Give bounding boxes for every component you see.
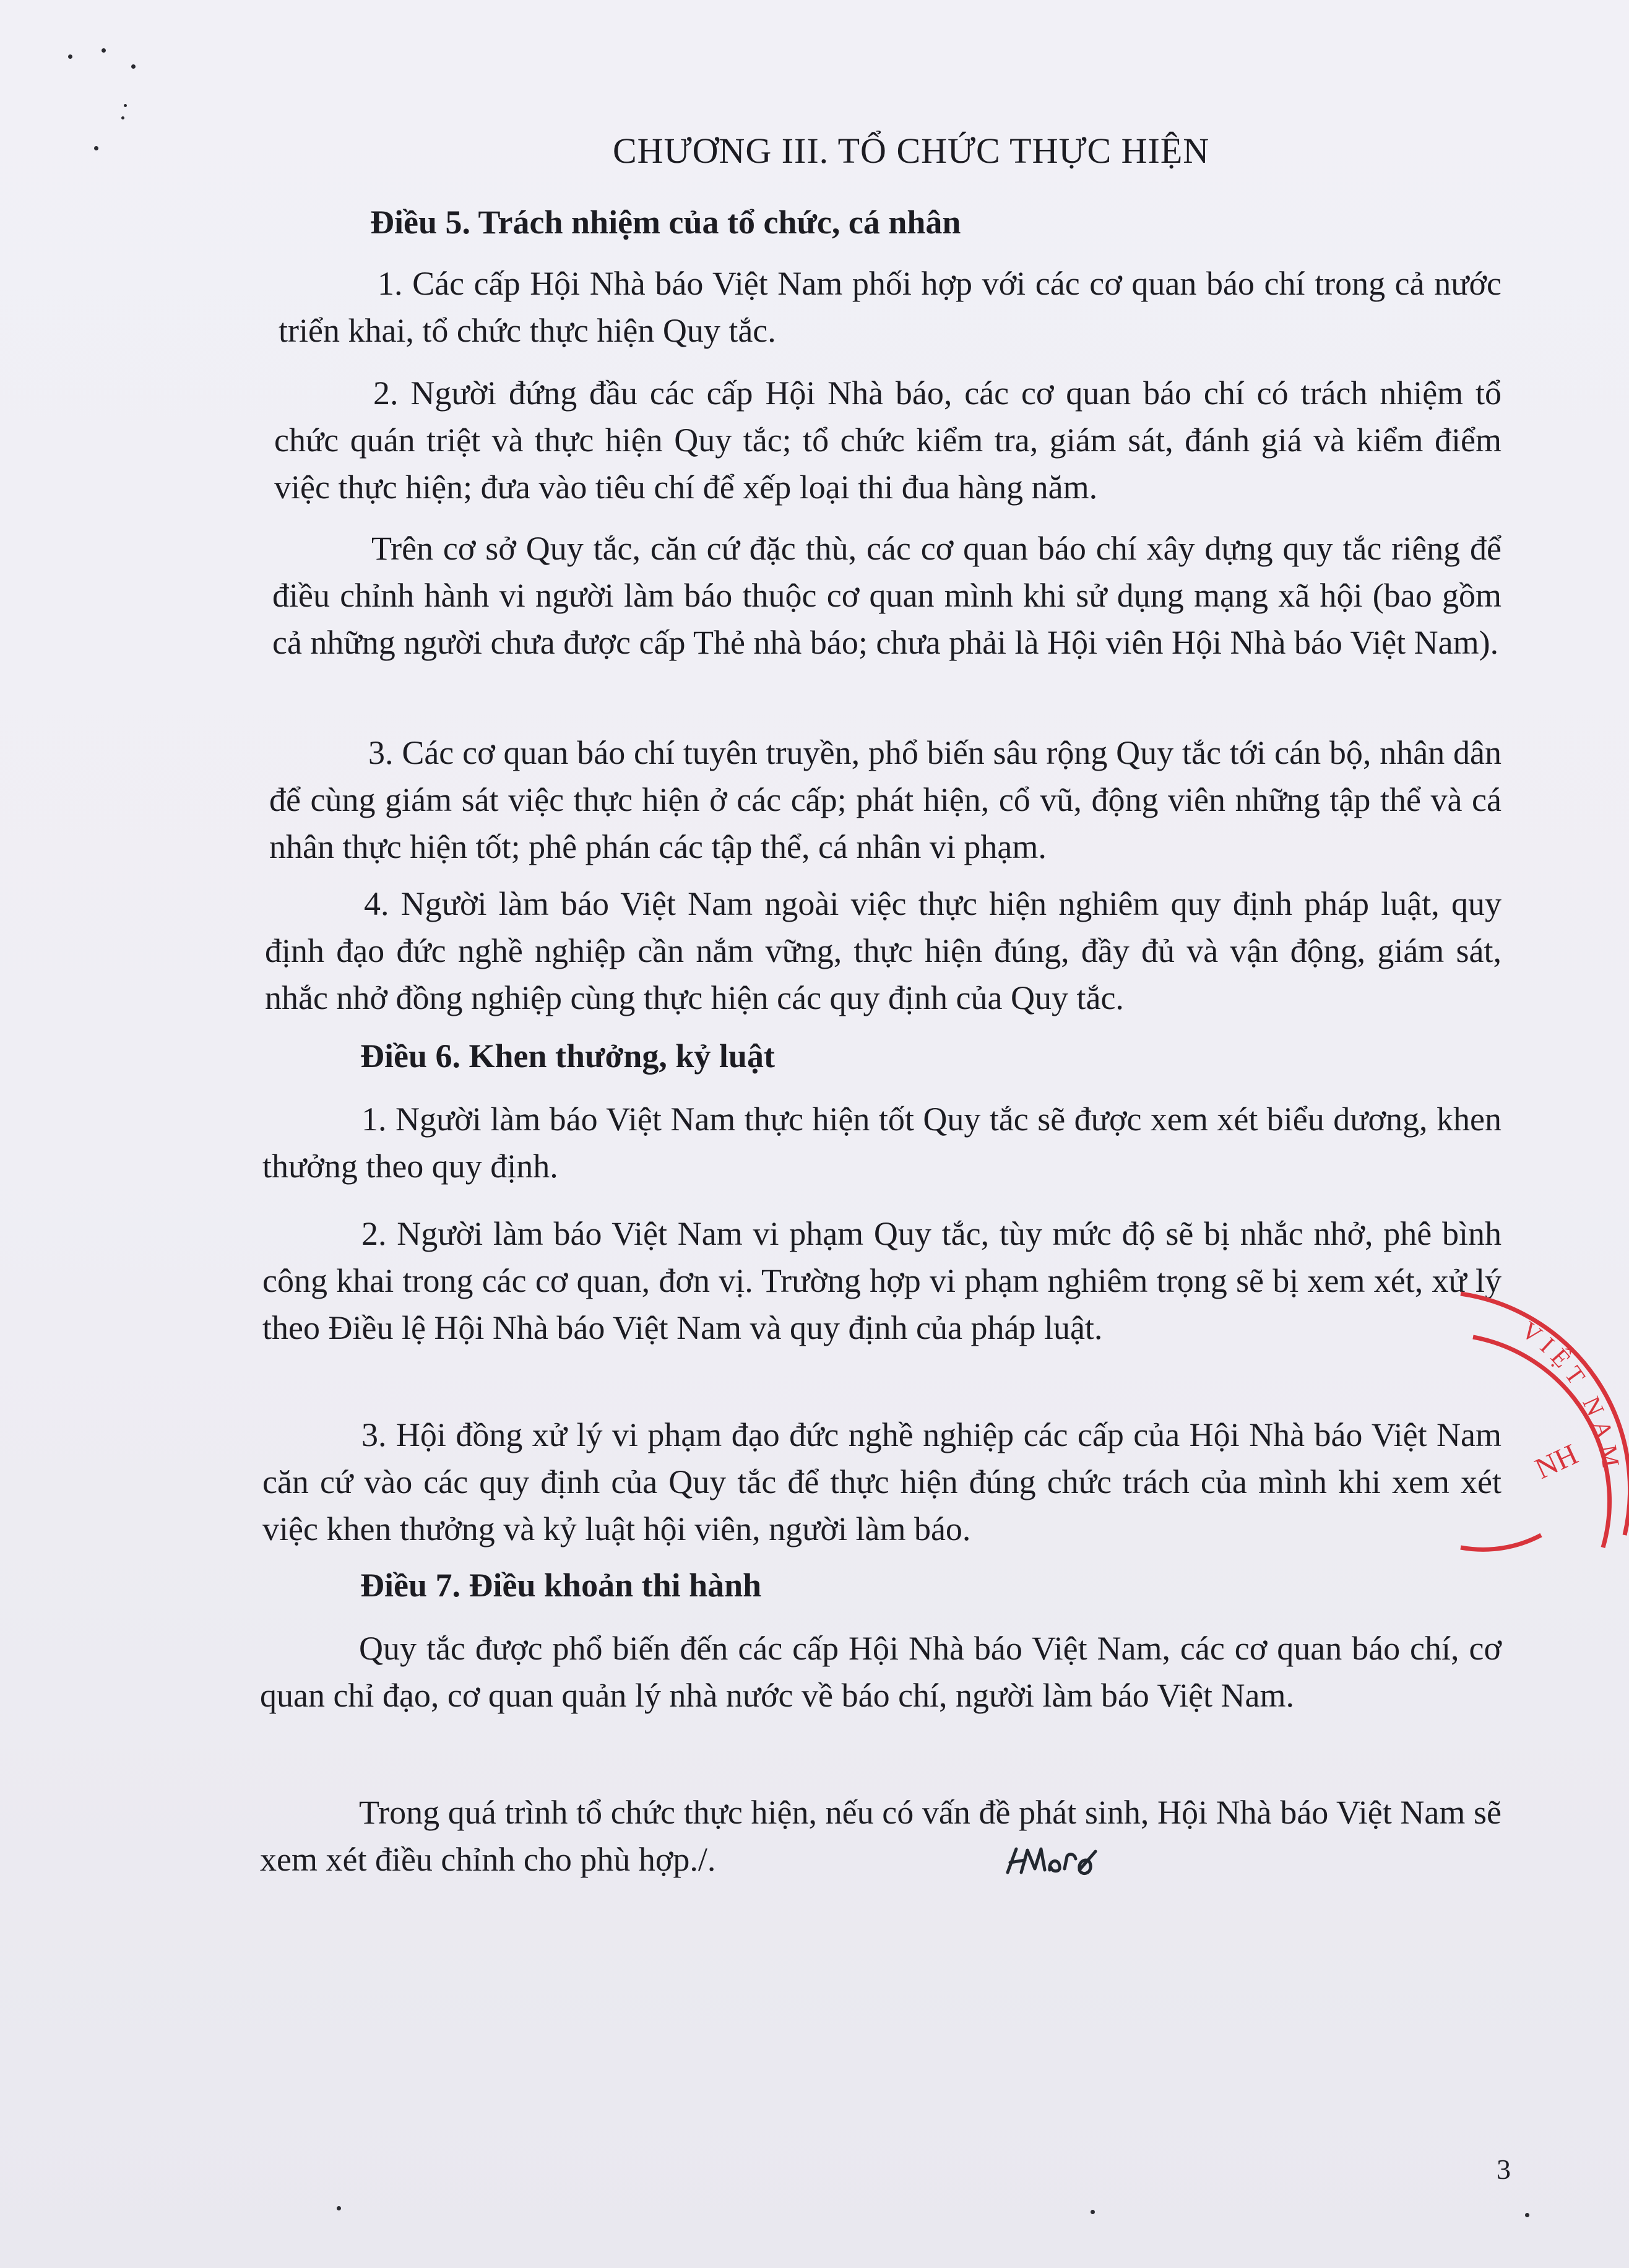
signature: [1003, 1842, 1102, 1879]
scan-speck: [131, 64, 136, 69]
article-5-paragraph-2: 2. Người đứng đầu các cấp Hội Nhà báo, các cơ quan báo chí có trách nhiệm tổ chức quán triệt và thực hiện Quy tắc; tổ chức kiểm tra, giám sát, đánh giá và kiểm điểm việc thực hiện; đưa vào tiêu chí để xếp loại thi đua hàng năm.: [274, 374, 1502, 506]
scan-speck: [124, 104, 127, 107]
scan-speck: [1091, 2210, 1095, 2214]
article-6-paragraph-3: 3. Hội đồng xử lý vi phạm đạo đức nghề nghiệp các cấp của Hội Nhà báo Việt Nam căn cứ vào các quy định của Quy tắc để thực hiện đúng chức trách của mình khi xem xét việc khen thưởng và kỷ luật hội viên, người làm báo.: [262, 1416, 1502, 1547]
scan-speck: [337, 2206, 341, 2210]
article-5-paragraph-1: 1. Các cấp Hội Nhà báo Việt Nam phối hợp với các cơ quan báo chí trong cả nước triển khai, tổ chức thực hiện Quy tắc.: [279, 265, 1502, 349]
article-6-paragraph-1: 1. Người làm báo Việt Nam thực hiện tốt Quy tắc sẽ được xem xét biểu dương, khen thưởng theo quy định.: [262, 1101, 1502, 1185]
article-7-paragraph-2: Trong quá trình tổ chức thực hiện, nếu có vấn đề phát sinh, Hội Nhà báo Việt Nam sẽ xem xét điều chỉnh cho phù hợp./.: [260, 1794, 1502, 1878]
article-5-heading: Điều 5. Trách nhiệm của tổ chức, cá nhân: [370, 204, 961, 241]
chapter-title: CHƯƠNG III. TỔ CHỨC THỰC HIỆN: [613, 131, 1210, 171]
article-7-heading: Điều 7. Điều khoản thi hành: [360, 1567, 762, 1604]
article-5-paragraph-3: Trên cơ sở Quy tắc, căn cứ đặc thù, các cơ quan báo chí xây dựng quy tắc riêng để điều chỉnh hành vi người làm báo thuộc cơ quan mình khi sử dụng mạng xã hội (bao gồm cả những người chưa được cấp Thẻ nhà báo; chưa phải là Hội viên Hội Nhà báo Việt Nam).: [272, 530, 1502, 661]
scan-speck: [102, 48, 106, 53]
stamp-fragment: NH: [1530, 1437, 1583, 1486]
article-5-paragraph-4: 3. Các cơ quan báo chí tuyên truyền, phổ biến sâu rộng Quy tắc tới cán bộ, nhân dân để cùng giám sát việc thực hiện ở các cấp; phát hiện, cổ vũ, động viên những tập thể và cá nhân thực hiện tốt; phê phán các tập thể, cá nhân vi phạm.: [269, 734, 1502, 865]
article-7-paragraph-1: Quy tắc được phổ biến đến các cấp Hội Nhà báo Việt Nam, các cơ quan báo chí, cơ quan chỉ đạo, cơ quan quản lý nhà nước về báo chí, người làm báo Việt Nam.: [260, 1630, 1502, 1714]
scan-speck: [121, 116, 124, 119]
article-6-heading: Điều 6. Khen thưởng, kỷ luật: [360, 1037, 775, 1075]
stamp-seal: [1448, 1275, 1629, 1572]
scan-speck: [68, 54, 72, 59]
page-number: 3: [1497, 2153, 1511, 2185]
scan-speck: [94, 146, 98, 150]
scan-speck: [1525, 2213, 1529, 2217]
stamp-text: VIỆT NAM: [1516, 1315, 1627, 1476]
article-5-paragraph-5: 4. Người làm báo Việt Nam ngoài việc thực hiện nghiêm quy định pháp luật, quy định đạo đức nghề nghiệp cần nắm vững, thực hiện đúng, đầy đủ và vận động, giám sát, nhắc nhở đồng nghiệp cùng thực hiện các quy định của Quy tắc.: [265, 885, 1502, 1016]
article-6-paragraph-2: 2. Người làm báo Việt Nam vi phạm Quy tắc, tùy mức độ sẽ bị nhắc nhở, phê bình công khai trong các cơ quan, đơn vị. Trường hợp vi phạm nghiêm trọng sẽ bị xem xét, xử lý theo Điều lệ Hội Nhà báo Việt Nam và quy định của pháp luật.: [262, 1215, 1502, 1346]
